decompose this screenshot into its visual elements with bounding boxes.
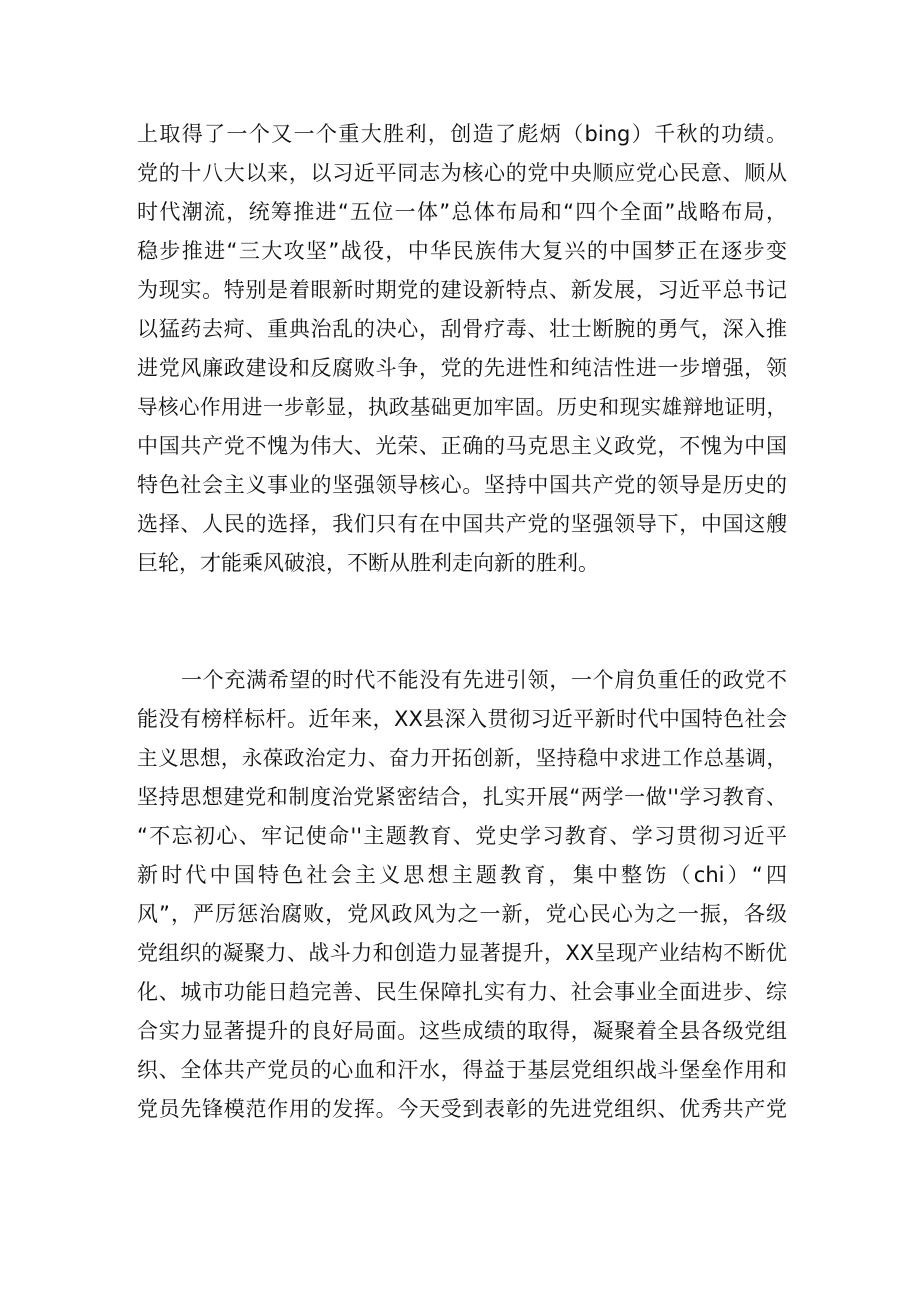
text-line: 选择、人民的选择，我们只有在中国共产党的坚强领导下，中国这艘 (137, 512, 787, 536)
text-line: 导核心作用进一步彰显，执政基础更加牢固。历史和现实雄辩地证明， (137, 395, 787, 419)
text-line: 特色社会主义事业的坚强领导核心。坚持中国共产党的领导是历史的 (137, 473, 787, 497)
text-line: 主义思想，永葆政治定力、奋力开拓创新，坚持稳中求进工作总基调， (137, 746, 787, 770)
text-line: 党员先锋模范作用的发挥。今天受到表彰的先进党组织、优秀共产党 (137, 1097, 787, 1121)
text-line: 稳步推进“三大攻坚”战役，中华民族伟大复兴的中国梦正在逐步变 (137, 239, 787, 263)
text-line: 党组织的凝聚力、战斗力和创造力显著提升，XX呈现产业结构不断优 (137, 941, 787, 965)
text-line: 新时代中国特色社会主义思想主题教育，集中整饬（chi）“四 (137, 863, 787, 887)
text-line: 巨轮，才能乘风破浪，不断从胜利走向新的胜利。 (137, 551, 599, 575)
text-line: 风”，严厉惩治腐败，党风政风为之一新，党心民心为之一振，各级 (137, 902, 787, 926)
text-line: 为现实。特别是着眼新时期党的建设新特点、新发展，习近平总书记 (137, 278, 787, 302)
text-line: 能没有榜样标杆。近年来，XX县深入贯彻习近平新时代中国特色社会 (137, 707, 787, 731)
paragraph-1 (137, 115, 787, 583)
text-line: 时代潮流，统筹推进“五位一体”总体布局和“四个全面”战略布局， (137, 200, 787, 224)
text-line: 化、城市功能日趋完善、民生保障扎实有力、社会事业全面进步、综 (137, 980, 787, 1004)
text-line: 中国共产党不愧为伟大、光荣、正确的马克思主义政党，不愧为中国 (137, 434, 787, 458)
text-line: 以猛药去疴、重典治乱的决心，刮骨疗毒、壮士断腕的勇气，深入推 (137, 317, 787, 341)
text-line: 织、全体共产党员的心血和汗水，得益于基层党组织战斗堡垒作用和 (137, 1058, 787, 1082)
text-line: 进党风廉政建设和反腐败斗争，党的先进性和纯洁性进一步增强，领 (137, 356, 787, 380)
text-line: “不忘初心、牢记使命''主题教育、党史学习教育、学习贯彻习近平 (137, 824, 787, 848)
text-line: 合实力显著提升的良好局面。这些成绩的取得，凝聚着全县各级党组 (137, 1019, 787, 1043)
text-line: 坚持思想建党和制度治党紧密结合，扎实开展“两学一做''学习教育、 (137, 785, 787, 809)
text-line: 一个充满希望的时代不能没有先进引领，一个肩负重任的政党不 (181, 668, 787, 692)
text-line: 上取得了一个又一个重大胜利，创造了彪炳（bing）千秋的功绩。 (137, 122, 787, 146)
paragraph-2 (137, 661, 787, 1129)
text-line: 党的十八大以来，以习近平同志为核心的党中央顺应党心民意、顺从 (137, 161, 787, 185)
